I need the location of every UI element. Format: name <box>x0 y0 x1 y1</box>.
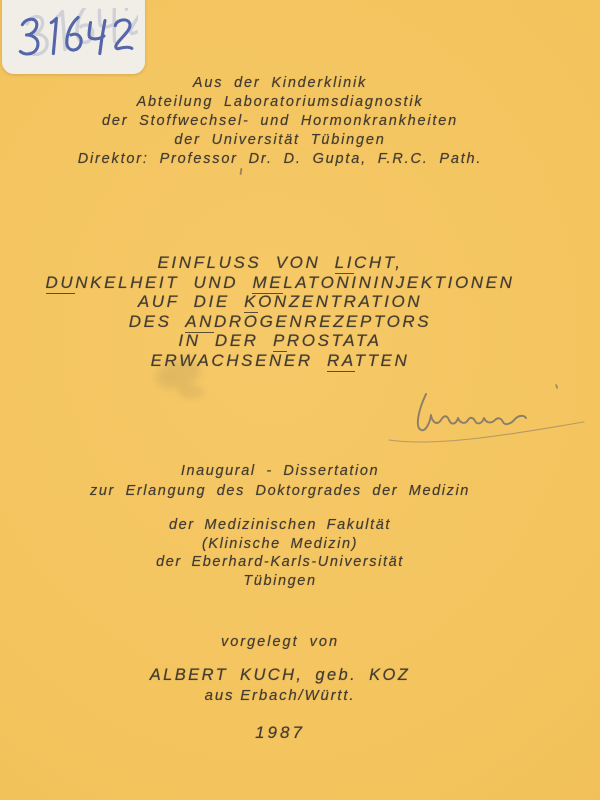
text: AUF DIE <box>137 292 245 311</box>
dissertation-type-line: zur Erlangung des Doktorgrades der Medizin <box>90 483 470 499</box>
signature-scribble <box>384 378 589 450</box>
text: LATONININJEKTIONEN <box>283 272 515 292</box>
institution-line: Direktor: Professor Dr. D. Gupta, F.R.C. Path. <box>77 151 483 167</box>
year: 1987 <box>255 723 305 742</box>
stray-ink-mark <box>240 168 243 175</box>
text: DES <box>128 311 186 331</box>
institution-block <box>0 74 560 169</box>
faculty-line: Tübingen <box>243 572 317 589</box>
institution-line: Abteilung Laboratoriumsdiagnostik <box>136 94 424 110</box>
text: ONZENTRATION <box>258 292 423 311</box>
title-line <box>0 351 560 371</box>
institution-line: Aus der Kinderklinik <box>192 75 368 91</box>
text: CHT, <box>354 253 403 272</box>
text: ERWACHSENER <box>150 350 328 370</box>
underlined-text: P <box>272 331 287 350</box>
dissertation-type-line: Inaugural - Dissertation <box>180 463 380 479</box>
library-label <box>2 0 145 74</box>
institution-line: der Stoffwechsel- und Hormonkrankheiten <box>101 113 458 129</box>
presented-by-label: vorgelegt von <box>220 634 340 650</box>
institution-line: der Universität Tübingen <box>174 132 386 148</box>
text: NKELHEIT UND <box>75 272 253 292</box>
handwritten-accession-number <box>10 8 138 64</box>
title-line <box>0 312 560 332</box>
faculty-block <box>0 516 560 590</box>
underlined-text: RA <box>327 350 355 370</box>
title-line <box>0 273 560 293</box>
title-line <box>0 292 560 312</box>
title-line <box>0 331 560 351</box>
text: ROSTATA <box>286 331 382 350</box>
pencil-smudge <box>178 385 204 399</box>
faculty-line: (Klinische Medizin) <box>201 535 359 552</box>
underlined-text: LI <box>334 253 355 272</box>
text: TTEN <box>354 350 410 370</box>
faculty-line: der Medizinischen Fakultät <box>168 517 392 533</box>
text: IN DER <box>178 331 273 350</box>
underlined-text: DU <box>45 272 76 292</box>
underlined-text: K <box>244 292 259 311</box>
faculty-line: der Eberhard-Karls-Universität <box>156 554 404 570</box>
underlined-text: AN <box>185 311 215 331</box>
underlined-text: ME <box>252 272 284 292</box>
title-line <box>0 253 560 273</box>
text: DROGENREZEPTORS <box>214 311 432 331</box>
text: EINFLUSS VON <box>157 253 335 272</box>
dissertation-type-block <box>0 461 560 501</box>
dissertation-title <box>0 253 560 370</box>
author-origin: aus Erbach/Württ. <box>204 687 356 704</box>
author-name: ALBERT KUCH, geb. KOZ <box>149 666 411 684</box>
